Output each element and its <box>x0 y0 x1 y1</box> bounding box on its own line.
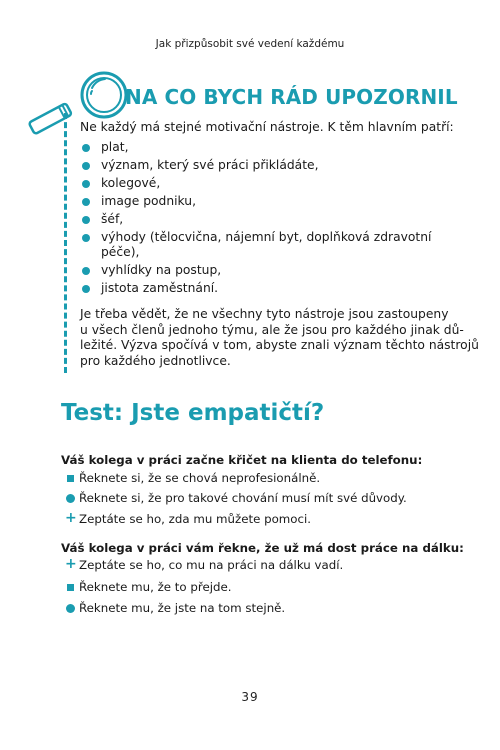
plus-icon: + <box>65 510 77 526</box>
list-item: význam, který své práci přikládáte, <box>80 158 431 173</box>
motivation-list <box>80 137 431 296</box>
bullet-dot-icon <box>82 180 90 188</box>
box-title: NA CO BYCH RÁD UPOZORNIL <box>125 85 458 109</box>
plus-icon: + <box>65 556 77 572</box>
bullet-dot-icon <box>82 162 90 170</box>
box-paragraph: Je třeba vědět, že ne všechny tyto nástroje jsou zastoupeny u všech členů jednoho týmu, ale že jsou pro každého jinak dů- ležité. Výzva spočívá v tom, abyste znali význam těchto nástrojů pro každého jednotlivce. <box>80 307 479 368</box>
bullet-dot-icon <box>82 144 90 152</box>
list-item: image podniku, <box>80 194 431 209</box>
list-item: vyhlídky na postup, <box>80 263 431 278</box>
page-number: 39 <box>241 690 259 704</box>
circle-icon <box>66 604 75 613</box>
box-intro: Ne každý má stejné motivační nástroje. K těm hlavním patří: <box>80 120 454 134</box>
bullet-dot-icon <box>82 216 90 224</box>
test-heading: Test: Jste empatičtí? <box>61 400 325 426</box>
bullet-dot-icon <box>82 198 90 206</box>
list-item: výhody (tělocvična, nájemní byt, doplňková zdravotní péče), <box>80 230 431 260</box>
list-item: kolegové, <box>80 176 431 191</box>
bullet-dot-icon <box>82 285 90 293</box>
running-header: Jak přizpůsobit své vedení každému <box>155 38 345 50</box>
question-1: Váš kolega v práci začne křičet na klienta do telefonu: <box>61 453 423 467</box>
square-icon <box>67 584 74 591</box>
list-item: šéf, <box>80 212 431 227</box>
list-item: jistota zaměstnání. <box>80 281 431 296</box>
list-item: plat, <box>80 140 431 155</box>
question-2: Váš kolega v práci vám řekne, že už má dost práce na dálku: <box>61 541 464 555</box>
bullet-dot-icon <box>82 267 90 275</box>
dashed-divider <box>64 113 67 373</box>
bullet-dot-icon <box>82 234 90 242</box>
square-icon <box>67 475 74 482</box>
circle-icon <box>66 494 75 503</box>
